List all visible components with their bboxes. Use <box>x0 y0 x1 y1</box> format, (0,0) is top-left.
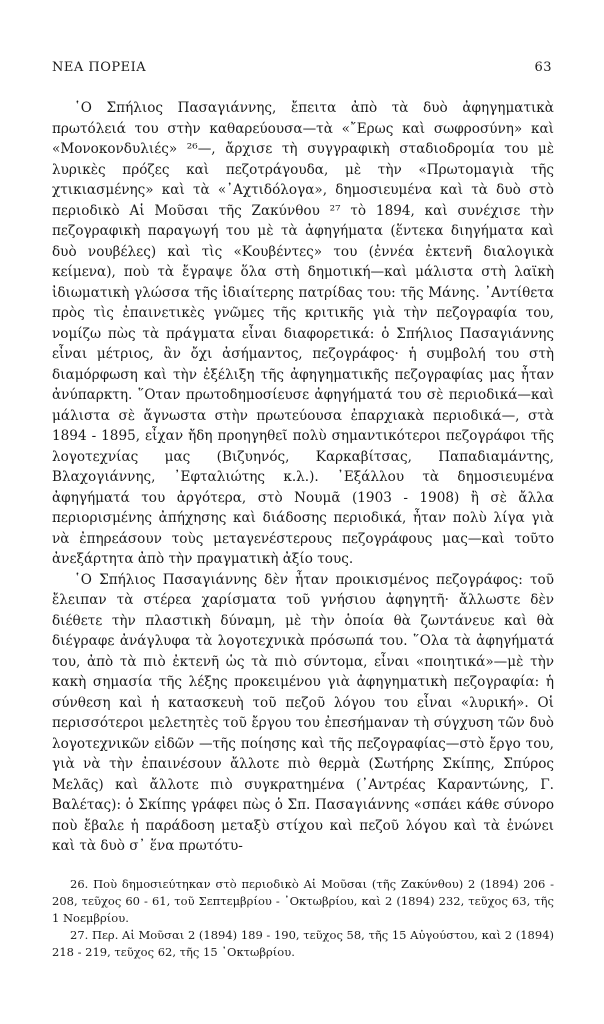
paragraph: ῾Ο Σπήλιος Πασαγιάννης δὲν ἦταν προικισμένος πεζογράφος: τοῦ ἔλειπαν τὰ στέρεα χαρίσματα τοῦ γνήσιου ἀφηγητῆ· ἄλλωστε δὲν διέθετε τὴν πλαστικὴ δύναμη, μὲ τὴν ὁποία θὰ ζωντάνευε καὶ θὰ διέγραφε ἀνάγλυφα τὰ λογοτεχνικὰ πρόσωπά του. ῞Ολα τὰ ἀφηγήματά του, ἀπὸ τὰ πιὸ ἐκτενῆ ὡς τὰ πιὸ σύντομα, εἶναι «ποιητικά»—μὲ τὴν κακὴ σημασία τῆς λέξης προκειμένου γιὰ ἀφηγηματικὴ πεζογραφία: ἡ σύνθεση καὶ ἡ κατασκευὴ τοῦ πεζοῦ λόγου του εἶναι «λυρική». Οἱ περισσότεροι μελετητὲς τοῦ ἔργου του ἐπεσήμαναν τὴ σύγχυση τῶν δυὸ λογοτεχνικῶν εἰδῶν —τῆς ποίησης καὶ τῆς πεζογραφίας—στὸ ἔργο του, γιὰ νὰ τὴν ἐπαινέσουν ἄλλοτε πιὸ θερμὰ (Σωτήρης Σκίπης, Σπύρος Μελᾶς) καὶ ἄλλοτε πιὸ συγκρατημένα (᾿Αντρέας Καραντώνης, Γ. Βαλέτας): ὁ Σκίπης γράφει πὼς ὁ Σπ. Πασαγιάννης «σπάει κάθε σύνορο ποὺ ἔβαλε ἡ παράδοση μεταξὺ στίχου καὶ πεζοῦ λόγου καὶ τὰ ἑνώνει καὶ τὰ δυὸ σ᾿ ἕνα πρωτότυ- <box>52 571 554 854</box>
footnote: 27. Περ. Αἱ Μοῦσαι 2 (1894) 189 - 190, τεῦχος 58, τῆς 15 Αὐγούστου, καὶ 2 (1894) 218 - 219, τεῦχος 62, τῆς 15 ᾿Οκτωβρίου. <box>52 928 554 959</box>
page-number: 63 <box>534 60 552 75</box>
paragraph: ῾Ο Σπήλιος Πασαγιάννης, ἔπειτα ἀπὸ τὰ δυὸ ἀφηγηματικὰ πρωτόλειά του στὴν καθαρεύουσα—τὰ «῎Ερως καὶ σωφροσύνη» καὶ «Μονοκονδυλιές» ²⁶—, ἄρχισε τὴ συγγραφικὴ σταδιοδρομία του μὲ λυρικὲς πρόζες καὶ πεζοτράγουδα, μὲ τὴν «Πρωτομαγιὰ τῆς χτικιασμένης» καὶ τὰ «᾿Αχτιδόλογα», δημοσιευμένα καὶ τὰ δυὸ στὸ περιοδικὸ Αἱ Μοῦσαι τῆς Ζακύνθου ²⁷ τὸ 1894, καὶ συνέχισε τὴν πεζογραφικὴ παραγωγή του μὲ τὰ ἀφηγήματα (ἕντεκα διηγήματα καὶ δυὸ νουβέλες) καὶ τὶς «Κουβέντες» του (ἐννέα ἐκτενῆ διαλογικὰ κείμενα), ποὺ τὰ ἔγραψε ὅλα στὴ δημοτική—καὶ μάλιστα στὴ λαϊκὴ ἰδιωματικὴ γλώσσα τῆς ἰδιαίτερης πατρίδας του: τῆς Μάνης. ᾿Αντίθετα πρὸς τὶς ἐπαινετικὲς γνῶμες τῆς κριτικῆς γιὰ τὴν πεζογραφία του, νομίζω πὼς τὰ πράγματα εἶναι διαφορετικά: ὁ Σπήλιος Πασαγιάννης εἶναι μέτριος, ἂν ὄχι ἀσήμαντος, πεζογράφος· ἡ συμβολή του στὴ διαμόρφωση καὶ τὴν ἐξέλιξη τῆς ἀφηγηματικῆς πεζογραφίας μας ἦταν ἀνύπαρκτη. ῞Οταν πρωτοδημοσίευσε ἀφηγήματά του σὲ περιοδικά—καὶ μάλιστα σὲ ἄγνωστα στὴν πρωτεύουσα ἐπαρχιακὰ περιοδικά—, στὰ 1894 - 1895, εἶχαν ἤδη προηγηθεῖ πολὺ σημαντικότεροι πεζογράφοι τῆς λογοτεχνίας μας (Βιζυηνός, Καρκαβίτσας, Παπαδιαμάντης, Βλαχογιάννης, ᾿Εφταλιώτης κ.λ.). ᾿Εξάλλου τὰ δημοσιευμένα ἀφηγήματά του ἀργότερα, στὸ Νουμᾶ (1903 - 1908) ἢ σὲ ἄλλα περιορισμένης ἀπήχησης καὶ διάδοσης περιοδικά, ἦταν πολὺ λίγα γιὰ νὰ ἐπηρεάσουν τοὺς μεταγενέστερους πεζογράφους μας—καὶ τοῦτο ἀνεξάρτητα ἀπὸ τὴν πραγματικὴ ἀξίο τους. <box>52 100 554 567</box>
journal-title: ΝΕΑ ΠΟΡΕΙΑ <box>52 60 147 75</box>
running-head <box>52 60 552 80</box>
body-text <box>52 98 554 857</box>
footnotes <box>52 876 554 961</box>
footnote: 26. Ποὺ δημοσιεύτηκαν στὸ περιοδικὸ Αἱ Μοῦσαι (τῆς Ζακύνθου) 2 (1894) 206 - 208, τεῦχος 60 - 61, τοῦ Σεπτεμβρίου - ᾿Οκτωβρίου, καὶ 2 (1894) 232, τεῦχος 63, τῆς 1 Νοεμβρίου. <box>52 877 554 925</box>
